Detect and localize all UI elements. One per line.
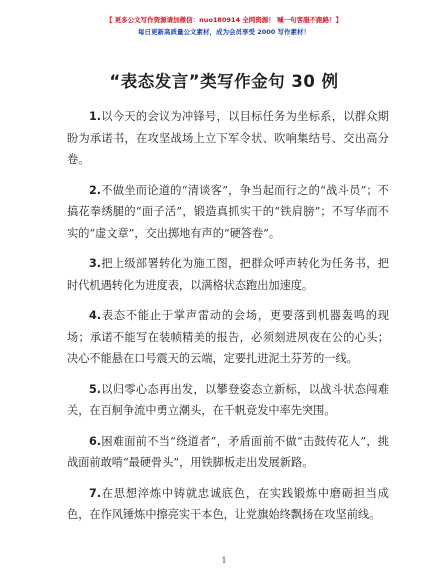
paragraph-number: 4. <box>89 309 102 322</box>
paragraph-text: 表态不能止于掌声雷动的会场，更要落到机器轰鸣的现场；承诺不能写在装帧精美的报告，必须刻进夙夜在公的心头；决心不能悬在口号震天的云端，定要扎进泥土芬芳的一线。 <box>67 309 389 365</box>
paragraph-text: 在思想淬炼中铸就忠诚底色，在实践锻炼中磨砺担当成色，在作风锤炼中擦亮实干本色，让党旗始终飘扬在攻坚前线。 <box>67 486 389 521</box>
paragraph-text: 把上级部署转化为施工图，把群众呼声转化为任务书，把时代机遇转化为进度表，以满格状态跑出加速度。 <box>67 257 389 292</box>
document-body <box>67 106 389 535</box>
paragraph-number: 6. <box>89 434 102 448</box>
paragraph-number: 3. <box>89 257 102 270</box>
paragraph-6 <box>67 431 389 474</box>
paragraph-text: 以今天的会议为冲锋号，以目标任务为坐标系，以群众期盼为承诺书，在攻坚战场上立下军令状、吹响集结号、交出高分卷。 <box>67 110 389 166</box>
paragraph-1 <box>67 106 389 171</box>
paragraph-number: 2. <box>89 183 102 197</box>
paragraph-text: 困难面前不当“绕道者”，矛盾面前不做“击鼓传花人”，挑战面前敢啃“最硬骨头”，用铁脚板走出发展新路。 <box>67 434 389 469</box>
promo-banner-line-1: 【 更多公文写作资源请加微信：nuo180914 全网资源！ 喊一句客服不跑路！】 <box>105 16 343 24</box>
paragraph-number: 7. <box>89 486 102 500</box>
paragraph-text: 以归零心态再出发，以攀登姿态立新标，以战斗状态闯难关，在百舸争流中勇立潮头，在千帆竞发中率先突围。 <box>67 382 389 417</box>
promo-banner-line-2: 每日更新高质量公文素材，成为会员享受 2000 写作素材！ <box>137 28 311 36</box>
paragraph-2 <box>67 180 389 245</box>
paragraph-5 <box>67 379 389 422</box>
document-title: “表态发言”类写作金句 30 例 <box>109 72 339 91</box>
paragraph-number: 5. <box>89 382 102 396</box>
paragraph-4 <box>67 305 389 370</box>
paragraph-text: 不做坐而论道的“清谈客”，争当起而行之的“战斗员”；不搞花拳绣腿的“面子活”，锻造真抓实干的“铁肩膀”；不写华而不实的“虚文章”，交出掷地有声的“硬答卷”。 <box>67 183 389 240</box>
paragraph-7 <box>67 483 389 526</box>
paragraph-number: 1. <box>89 110 102 123</box>
page-number: 1 <box>221 556 227 565</box>
paragraph-3 <box>67 253 389 296</box>
